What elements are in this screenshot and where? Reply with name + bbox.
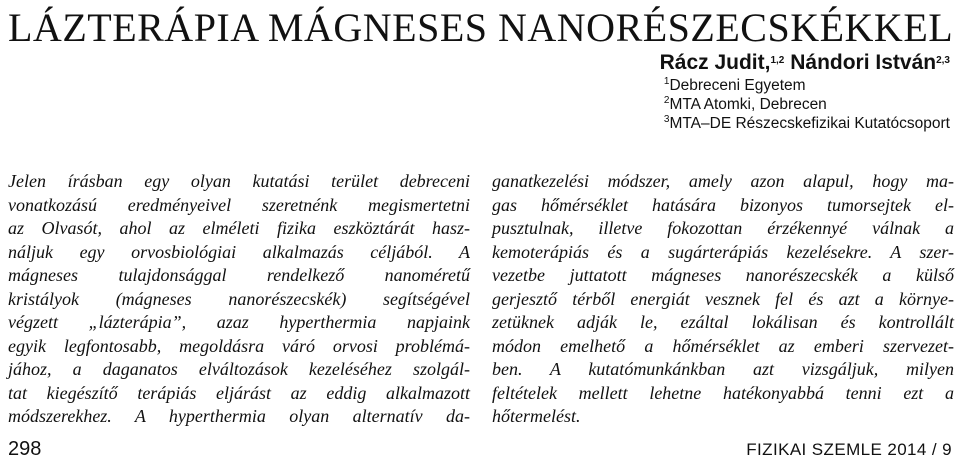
text-line: módon emelhető a hőmérséklet az emberi szervezet- [492, 335, 954, 356]
text-line: mágneses tulajdonsággal rendelkező nanoméretű [8, 265, 470, 285]
article-title: LÁZTERÁPIA MÁGNESES NANORÉSZECSKÉKKEL [8, 5, 954, 50]
text-line: kemoterápiás és a sugárterápiás kezelésekre. A szer- [492, 241, 954, 262]
affiliation-list [664, 76, 950, 133]
affiliation-marker: 2 [663, 95, 670, 106]
text-line: feltételek mellett lehetne hatékonyabbá tenni ezt a [492, 382, 954, 403]
text-line: Jelen írásban egy olyan kutatási terület debreceni [8, 171, 470, 191]
journal-issue: FIZIKAI SZEMLE 2014 / 9 [746, 440, 952, 459]
author-name: Rácz Judit, [659, 51, 771, 74]
affiliation [664, 76, 950, 95]
affiliation-text: MTA Atomki, Debrecen [669, 96, 827, 113]
affiliation-marker: 1 [663, 76, 670, 87]
page-footer [0, 432, 960, 465]
body-column-right [492, 170, 954, 429]
text-line: zetüknek adják le, ezáltal lokálisan és kontrollált [492, 312, 954, 332]
text-line: ben. A kutatómunkánkban azt vizsgáljuk, milyen [492, 359, 954, 379]
text-line: gerjesztő térből energiát vesznek fel és azt a környe- [492, 288, 954, 309]
text-line: hőtermelést. [492, 406, 581, 426]
text-line: vonatkozású eredményeivel szeretnénk megismertetni [8, 194, 470, 215]
affiliation-marker: 3 [663, 114, 670, 125]
body-column-left [8, 170, 470, 429]
text-line: náljuk egy orvosbiológiai alkalmazás céljából. A [8, 241, 470, 262]
affiliation [664, 114, 950, 133]
text-line: gas hőmérséklet hatására bizonyos tumorsejtek el- [492, 194, 954, 215]
author-affiliation-marker: 2,3 [936, 55, 950, 66]
text-line: tat kiegészítő terápiás eljárást az eddig alkalmazott [8, 382, 470, 403]
page-number: 298 [8, 438, 42, 460]
affiliation-text: Debreceni Egyetem [669, 77, 806, 94]
text-line: ganatkezelési módszer, amely azon alapul, hogy ma- [492, 171, 954, 191]
author-affiliation-marker: 1,2 [770, 55, 785, 66]
author-name: Nándori István [790, 51, 937, 74]
text-line: kristályok (mágneses nanorészecskék) segítségével [8, 288, 470, 309]
text-line: módszerekhez. A hyperthermia olyan alternatív da- [8, 406, 470, 426]
text-line: jához, a daganatos elváltozások kezeléséhez szolgál- [8, 359, 470, 379]
text-line: vezetbe juttatott mágneses nanorészecskék a külső [492, 265, 954, 285]
affiliation [664, 95, 950, 114]
text-line: végzett „lázterápia”, azaz hyperthermia napjaink [8, 312, 470, 332]
text-line: pusztulnak, illetve fokozottan érzékennyé válnak a [492, 218, 954, 238]
text-line: az Olvasót, ahol az elméleti fizika eszköztárát hasz- [8, 218, 470, 238]
text-line: egyik legfontosabb, megoldásra váró orvosi problémá- [8, 335, 470, 356]
author-list [660, 50, 950, 76]
affiliation-text: MTA–DE Részecskefizikai Kutatócsoport [669, 115, 950, 132]
